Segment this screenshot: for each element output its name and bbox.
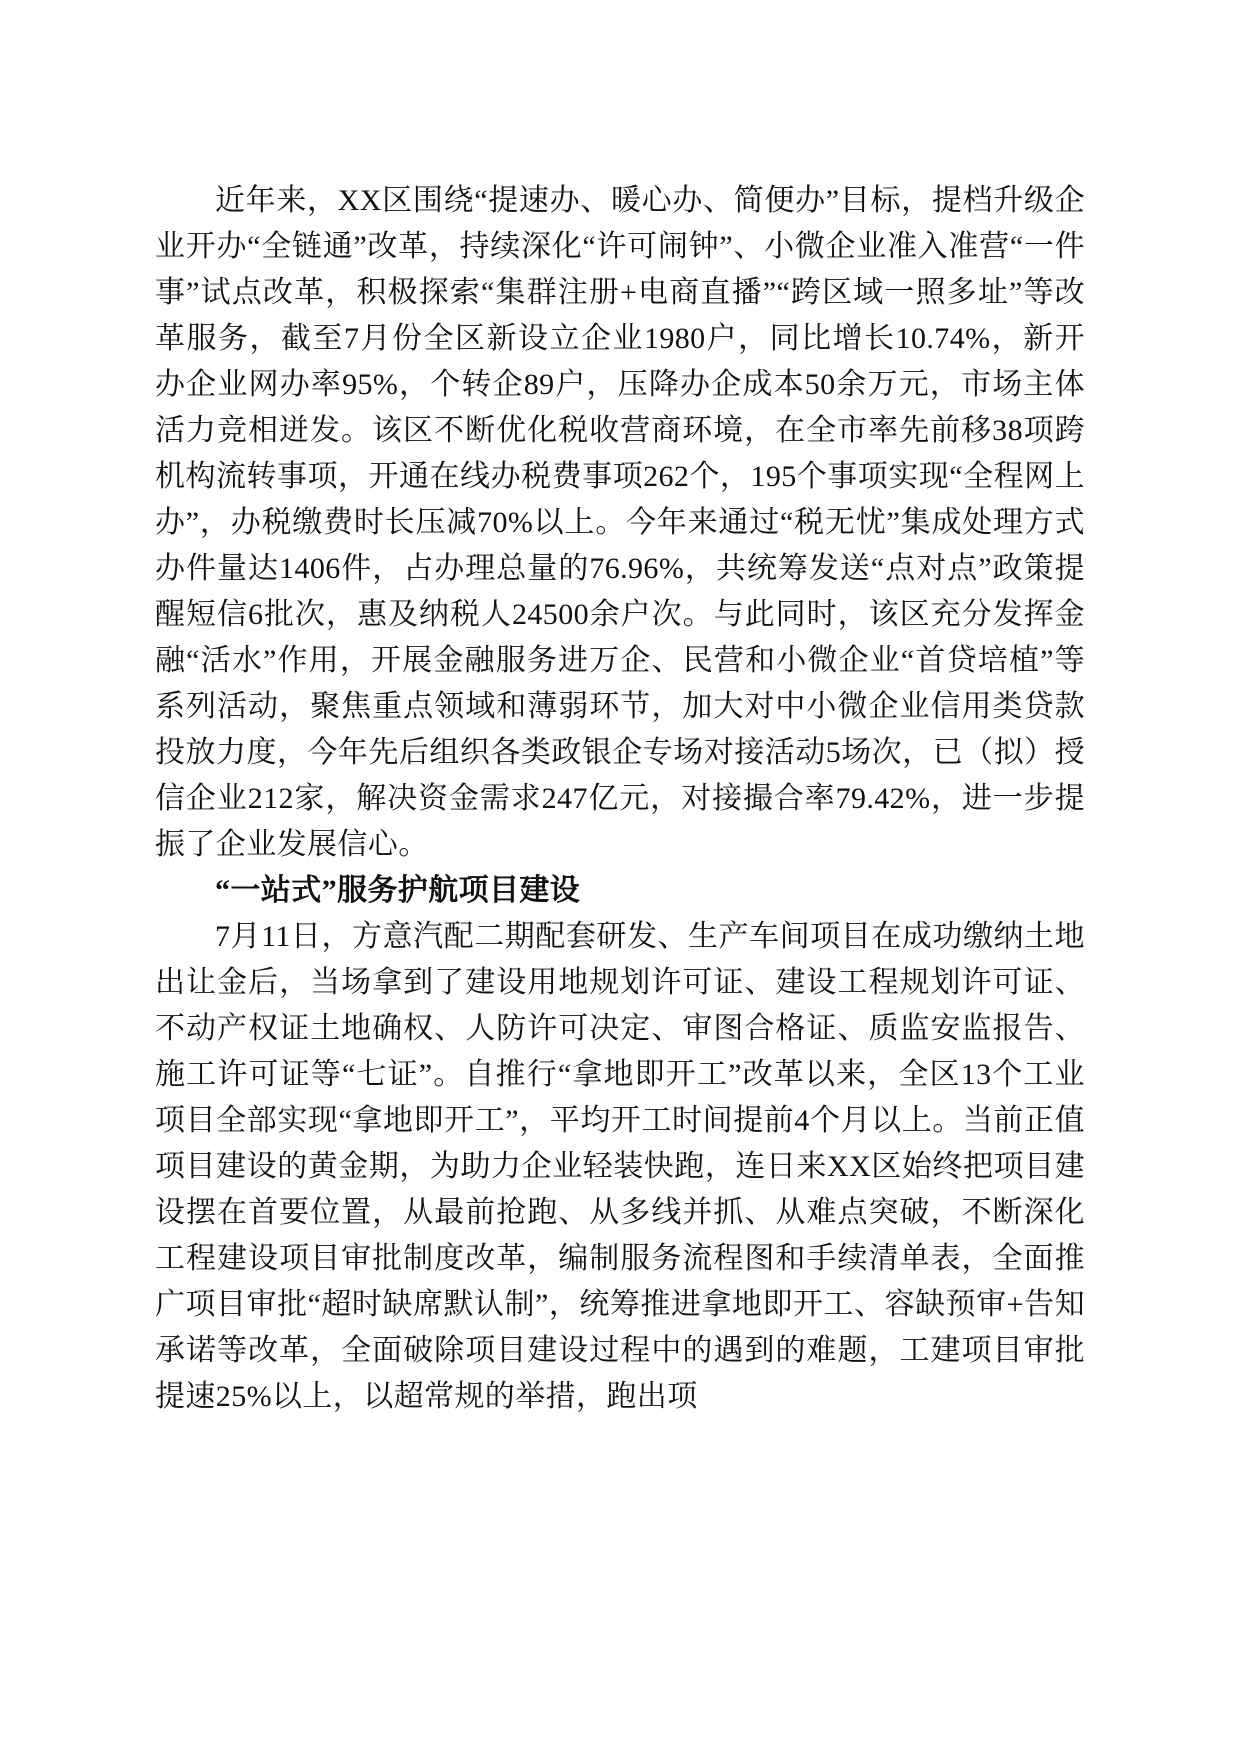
- document-page: [155, 178, 1085, 1420]
- section-heading-one-stop-service: “一站式”服务护航项目建设: [215, 874, 581, 907]
- body-paragraph-business-environment: 近年来，XX区围绕“提速办、暖心办、简便办”目标，提档升级企业开办“全链通”改革，持续深化“许可闹钟”、小微企业准入准营“一件事”试点改革，积极探索“集群注册+电商直播”“跨区域一照多址”等改革服务，截至7月份全区新设立企业1980户，同比增长10.74%，新开办企业网办率95%，个转企89户，压降办企成本50余万元，市场主体活力竞相迸发。该区不断优化税收营商环境，在全市率先前移38项跨机构流转事项，开通在线办税费事项262个，195个事项实现“全程网上办”，办税缴费时长压减70%以上。今年来通过“税无忧”集成处理方式办件量达1406件，占办理总量的76.96%，共统筹发送“点对点”政策提醒短信6批次，惠及纳税人24500余户次。与此同时，该区充分发挥金融“活水”作用，开展金融服务进万企、民营和小微企业“首贷培植”等系列活动，聚焦重点领域和薄弱环节，加大对中小微企业信用类贷款投放力度，今年先后组织各类政银企专场对接活动5场次，已（拟）授信企业212家，解决资金需求247亿元，对接撮合率79.42%，进一步提振了企业发展信心。: [155, 184, 1085, 861]
- body-paragraph-project-construction: 7月11日，方意汽配二期配套研发、生产车间项目在成功缴纳土地出让金后，当场拿到了建设用地规划许可证、建设工程规划许可证、不动产权证土地确权、人防许可决定、审图合格证、质监安监报告、施工许可证等“七证”。自推行“拿地即开工”改革以来，全区13个工业项目全部实现“拿地即开工”，平均开工时间提前4个月以上。当前正值项目建设的黄金期，为助力企业轻装快跑，连日来XX区始终把项目建设摆在首要位置，从最前抢跑、从多线并抓、从难点突破，不断深化工程建设项目审批制度改革，编制服务流程图和手续清单表，全面推广项目审批“超时缺席默认制”，统筹推进拿地即开工、容缺预审+告知承诺等改革，全面破除项目建设过程中的遇到的难题，工建项目审批提速25%以上，以超常规的举措，跑出项: [155, 920, 1085, 1413]
